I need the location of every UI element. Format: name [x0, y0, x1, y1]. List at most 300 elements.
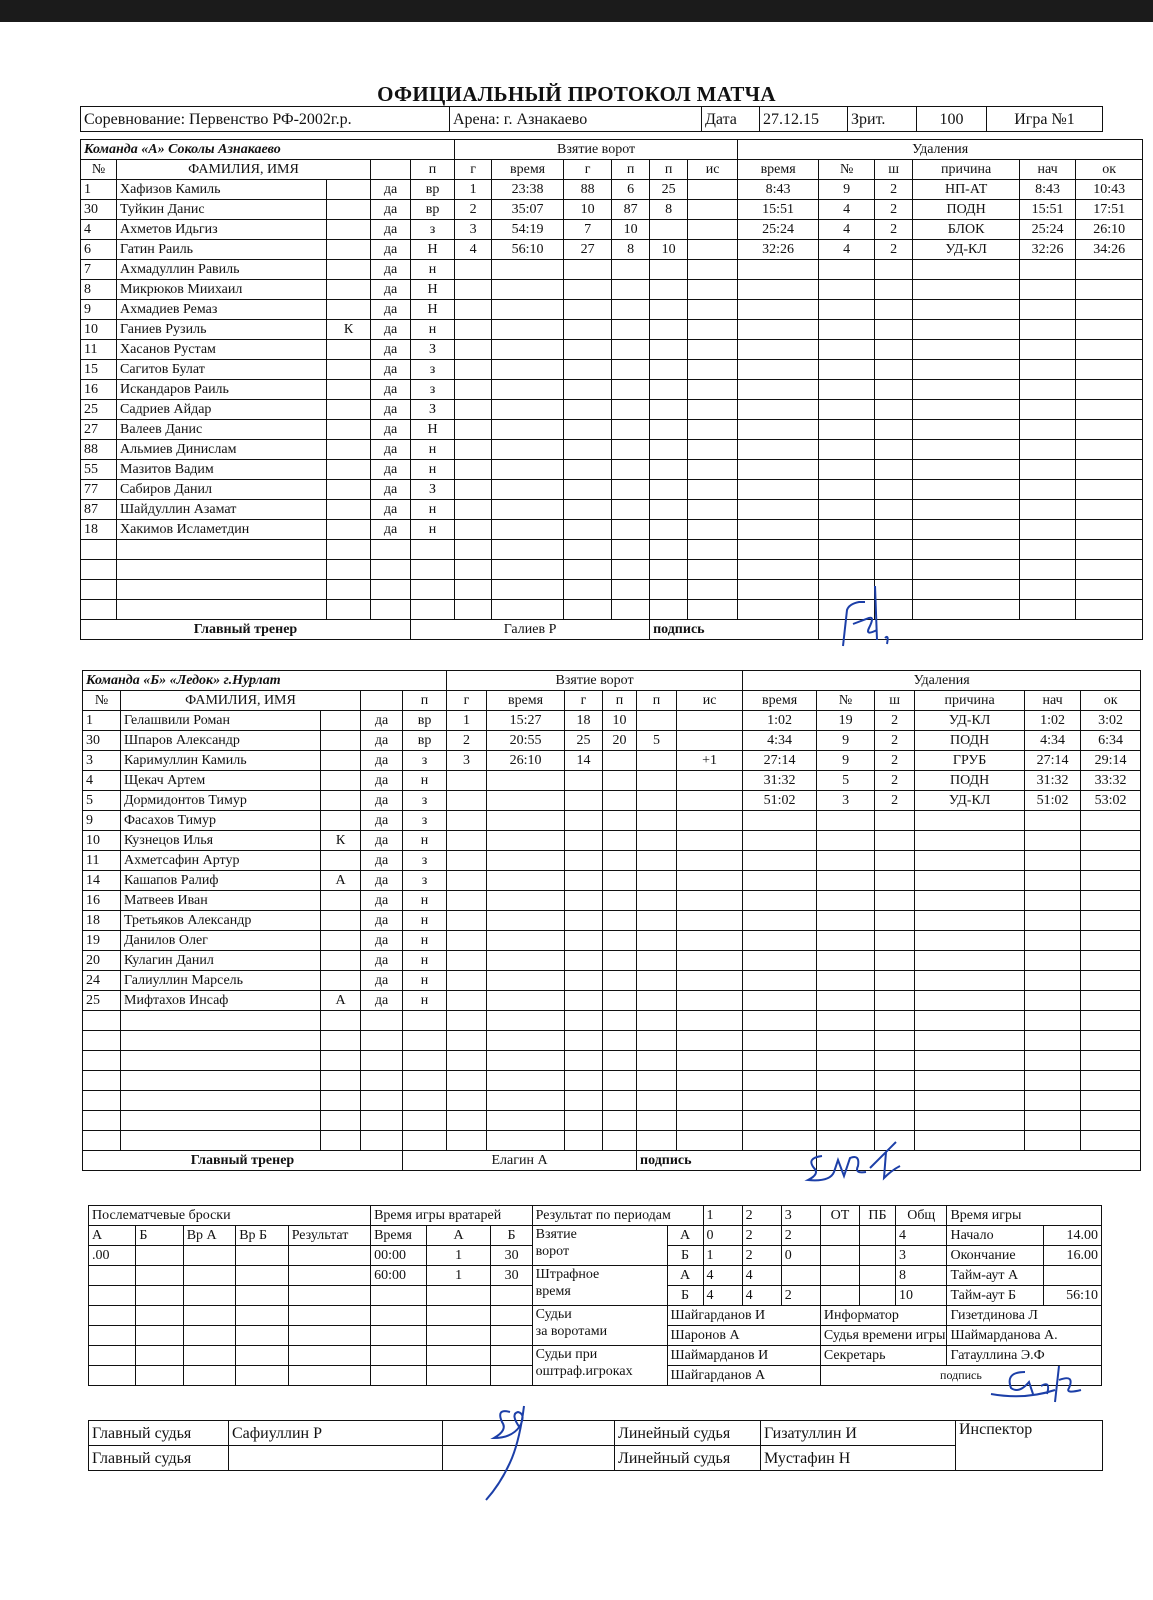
empty-cell	[650, 460, 688, 480]
penalty-judges-label-1: Судьи при	[535, 1347, 598, 1362]
goals-title: Взятие ворот	[447, 671, 743, 691]
penalty-start: 32:26	[1020, 240, 1076, 260]
empty-cell	[738, 500, 819, 520]
empty-cell	[564, 460, 612, 480]
player-role	[327, 380, 371, 400]
empty-cell	[447, 791, 487, 811]
player-name: Кулагин Данил	[121, 951, 321, 971]
penalty-sh: 2	[875, 200, 913, 220]
empty-cell	[688, 520, 738, 540]
empty-cell	[487, 971, 565, 991]
empty-cell	[817, 1071, 875, 1091]
empty-cell	[1025, 851, 1081, 871]
goals-label-1: Взятие	[535, 1227, 577, 1242]
penalty-start: 27:14	[1025, 751, 1081, 771]
empty-cell	[819, 380, 875, 400]
player-role	[327, 500, 371, 520]
empty-cell	[487, 1071, 565, 1091]
empty-cell	[487, 1011, 565, 1031]
player-role	[327, 220, 371, 240]
player-role	[321, 931, 361, 951]
empty-cell	[492, 500, 564, 520]
col-penalty-pt_time: время	[738, 160, 819, 180]
pim-b: 10	[895, 1286, 946, 1306]
empty-cell	[492, 260, 564, 280]
line-referee: Гизатуллин И	[761, 1421, 956, 1446]
empty-cell	[361, 1031, 403, 1051]
empty-cell	[564, 280, 612, 300]
line-referee-label: Линейный судья	[615, 1421, 761, 1446]
goal-g: 4	[455, 240, 492, 260]
player-role	[327, 180, 371, 200]
player-da: да	[361, 731, 403, 751]
empty-cell	[650, 420, 688, 440]
empty-cell	[612, 280, 650, 300]
empty-cell	[738, 360, 819, 380]
coach-name: Елагин А	[403, 1151, 637, 1171]
empty-cell	[1076, 580, 1143, 600]
penalty-sh: 2	[875, 751, 915, 771]
empty-cell	[738, 440, 819, 460]
timekeeper: Шаймарданова А.	[947, 1326, 1102, 1346]
empty-cell	[819, 260, 875, 280]
empty-cell	[650, 600, 688, 620]
empty-cell	[447, 851, 487, 871]
player-da: да	[371, 240, 411, 260]
player-number: 77	[81, 480, 117, 500]
period-col: ПБ	[859, 1206, 895, 1226]
empty-cell	[1076, 320, 1143, 340]
empty-cell	[743, 911, 817, 931]
empty-cell	[677, 951, 743, 971]
empty-cell	[564, 300, 612, 320]
empty-cell	[677, 791, 743, 811]
empty-cell	[1076, 520, 1143, 540]
penalty-num: 9	[819, 180, 875, 200]
empty-cell	[492, 300, 564, 320]
player-number: 9	[81, 300, 117, 320]
player-role	[327, 400, 371, 420]
shootout-col: Вр Б	[236, 1226, 289, 1246]
goal-a1	[603, 751, 637, 771]
empty-cell	[612, 520, 650, 540]
empty-cell	[492, 360, 564, 380]
player-name: Матвеев Иван	[121, 891, 321, 911]
empty-cell	[564, 400, 612, 420]
shootout-col: Б	[136, 1226, 183, 1246]
coach-name: Галиев Р	[411, 620, 650, 640]
empty-cell	[1020, 340, 1076, 360]
pim-label	[532, 1266, 667, 1306]
empty-cell	[564, 500, 612, 520]
empty-cell	[913, 520, 1020, 540]
empty-cell	[875, 260, 913, 280]
penalty-num: 3	[817, 791, 875, 811]
player-name: Хакимов Исламетдин	[117, 520, 327, 540]
player-position: н	[411, 460, 455, 480]
col-position: п	[403, 691, 447, 711]
goal-a1: 20	[603, 731, 637, 751]
gk-col: Б	[491, 1226, 532, 1246]
empty-cell	[1081, 851, 1141, 871]
player-role	[327, 300, 371, 320]
goal-g: 3	[447, 751, 487, 771]
player-name: Мифтахов Инсаф	[121, 991, 321, 1011]
player-name: Ахметов Идьгиз	[117, 220, 327, 240]
empty-cell	[1076, 500, 1143, 520]
empty-cell	[487, 891, 565, 911]
player-name: Туйкин Данис	[117, 200, 327, 220]
goal-s: 14	[565, 751, 603, 771]
empty-cell	[637, 951, 677, 971]
empty-cell	[564, 580, 612, 600]
empty-cell	[738, 280, 819, 300]
empty-cell	[492, 540, 564, 560]
player-number: 8	[81, 280, 117, 300]
goal-a2: 8	[650, 200, 688, 220]
empty-cell	[819, 360, 875, 380]
player-da: да	[371, 280, 411, 300]
empty-cell	[1081, 871, 1141, 891]
penalty-reason: ПОДН	[915, 771, 1025, 791]
empty-cell	[1076, 360, 1143, 380]
col-penalty-pt_num: №	[817, 691, 875, 711]
empty-cell	[1076, 340, 1143, 360]
empty-cell	[738, 300, 819, 320]
empty-cell	[455, 560, 492, 580]
player-name: Гелашвили Роман	[121, 711, 321, 731]
empty-cell	[564, 600, 612, 620]
player-number: 5	[83, 791, 121, 811]
gk-time-title: Время игры вратарей	[371, 1206, 533, 1226]
empty-cell	[743, 951, 817, 971]
penalty-end: 53:02	[1081, 791, 1141, 811]
empty-cell	[1020, 600, 1076, 620]
empty-cell	[819, 420, 875, 440]
empty-cell	[411, 560, 455, 580]
player-number: 25	[81, 400, 117, 420]
player-name: Ахмадуллин Равиль	[117, 260, 327, 280]
empty-cell	[455, 340, 492, 360]
empty-cell	[603, 851, 637, 871]
empty-cell	[915, 831, 1025, 851]
empty-cell	[913, 420, 1020, 440]
penalty-reason: УД-КЛ	[915, 791, 1025, 811]
period-col: 1	[703, 1206, 742, 1226]
empty-cell	[564, 560, 612, 580]
empty-cell	[650, 260, 688, 280]
empty-cell	[455, 300, 492, 320]
player-da: да	[361, 751, 403, 771]
empty-cell	[1076, 440, 1143, 460]
empty-cell	[1025, 811, 1081, 831]
empty-cell	[1076, 540, 1143, 560]
empty-cell	[447, 871, 487, 891]
empty-cell	[743, 1091, 817, 1111]
empty-cell	[487, 911, 565, 931]
empty-cell	[492, 600, 564, 620]
player-position: Н	[411, 300, 455, 320]
empty-cell	[817, 1011, 875, 1031]
col-goal-is: ис	[688, 160, 738, 180]
empty-cell	[913, 260, 1020, 280]
empty-cell	[637, 991, 677, 1011]
empty-cell	[915, 951, 1025, 971]
col-penalty-pt_start: нач	[1025, 691, 1081, 711]
empty-cell	[1081, 951, 1141, 971]
empty-cell	[913, 380, 1020, 400]
main-referee-label: Главный судья	[89, 1421, 229, 1446]
empty-cell	[361, 1131, 403, 1151]
empty-cell	[447, 771, 487, 791]
empty-cell	[492, 580, 564, 600]
penalty-sh: 2	[875, 180, 913, 200]
player-role	[327, 420, 371, 440]
empty-cell	[650, 400, 688, 420]
empty-cell	[612, 260, 650, 280]
empty-cell	[677, 991, 743, 1011]
informer-label: Информатор	[820, 1306, 947, 1326]
player-number: 88	[81, 440, 117, 460]
empty-cell	[1020, 380, 1076, 400]
empty-cell	[603, 771, 637, 791]
empty-cell	[321, 1011, 361, 1031]
player-da: да	[371, 300, 411, 320]
penalty-start: 51:02	[1025, 791, 1081, 811]
empty-cell	[738, 260, 819, 280]
empty-cell	[1081, 891, 1141, 911]
empty-cell	[492, 460, 564, 480]
empty-cell	[1025, 831, 1081, 851]
timekeeper-label: Судья времени игры	[820, 1326, 947, 1346]
penalty-start: 4:34	[1025, 731, 1081, 751]
empty-cell	[487, 811, 565, 831]
empty-cell	[913, 360, 1020, 380]
empty-cell	[875, 931, 915, 951]
goals-a: 2	[781, 1226, 820, 1246]
empty-cell	[1081, 831, 1141, 851]
player-position: н	[403, 891, 447, 911]
empty-cell	[875, 1111, 915, 1131]
col-goal-gp2: п	[650, 160, 688, 180]
empty-cell	[915, 1091, 1025, 1111]
empty-cell	[565, 811, 603, 831]
empty-cell	[1081, 811, 1141, 831]
empty-cell	[83, 1011, 121, 1031]
empty-cell	[819, 300, 875, 320]
empty-cell	[915, 1131, 1025, 1151]
empty-cell	[915, 971, 1025, 991]
empty-cell	[361, 1051, 403, 1071]
player-name: Каримуллин Камиль	[121, 751, 321, 771]
empty-cell	[565, 951, 603, 971]
empty-cell	[819, 320, 875, 340]
empty-cell	[1020, 540, 1076, 560]
empty-cell	[1076, 280, 1143, 300]
player-position: Н	[411, 280, 455, 300]
empty-cell	[455, 380, 492, 400]
empty-cell	[1076, 380, 1143, 400]
penalty-judges-label	[532, 1346, 667, 1386]
gk-col: А	[426, 1226, 491, 1246]
player-da: да	[361, 811, 403, 831]
empty-cell	[321, 1031, 361, 1051]
penalty-time: 31:32	[743, 771, 817, 791]
empty-cell	[817, 911, 875, 931]
goal-judge: Шайгарданов И	[667, 1306, 820, 1326]
pim-b: 4	[742, 1286, 781, 1306]
player-name: Сагитов Булат	[117, 360, 327, 380]
empty-cell	[81, 560, 117, 580]
empty-cell	[403, 1111, 447, 1131]
col-penalty-pt_reason: причина	[915, 691, 1025, 711]
penalty-num: 4	[819, 200, 875, 220]
empty-cell	[875, 540, 913, 560]
empty-cell	[455, 600, 492, 620]
goal-is	[688, 240, 738, 260]
penalty-num: 9	[817, 731, 875, 751]
player-name: Шпаров Александр	[121, 731, 321, 751]
player-name: Искандаров Раиль	[117, 380, 327, 400]
player-position: н	[411, 500, 455, 520]
empty-cell	[915, 1071, 1025, 1091]
penalty-end: 29:14	[1081, 751, 1141, 771]
col-goal-time: время	[492, 160, 564, 180]
empty-cell	[361, 1071, 403, 1091]
col-position: п	[411, 160, 455, 180]
empty-cell	[81, 600, 117, 620]
player-role	[327, 280, 371, 300]
penalty-end: 10:43	[1076, 180, 1143, 200]
player-name: Данилов Олег	[121, 931, 321, 951]
player-number: 30	[81, 200, 117, 220]
team-a-protocol	[80, 139, 1143, 640]
empty-cell	[819, 340, 875, 360]
player-da: да	[361, 871, 403, 891]
shootout-title: Послематчевые броски	[89, 1206, 371, 1226]
empty-cell	[447, 1051, 487, 1071]
end-label: Окончание	[947, 1246, 1044, 1266]
empty-cell	[455, 420, 492, 440]
penalty-end: 34:26	[1076, 240, 1143, 260]
penalty-reason: ГРУБ	[915, 751, 1025, 771]
gk-time: 60:00	[371, 1266, 427, 1286]
empty-cell	[1076, 400, 1143, 420]
player-number: 87	[81, 500, 117, 520]
player-position: н	[403, 771, 447, 791]
player-role	[321, 891, 361, 911]
empty-cell	[915, 1031, 1025, 1051]
empty-cell	[1076, 460, 1143, 480]
player-da: да	[371, 520, 411, 540]
empty-cell	[1020, 460, 1076, 480]
empty-cell	[688, 460, 738, 480]
goal-time: 15:27	[487, 711, 565, 731]
empty-cell	[817, 871, 875, 891]
empty-cell	[565, 991, 603, 1011]
player-role	[327, 240, 371, 260]
date-label: Дата	[702, 107, 760, 132]
empty-cell	[738, 400, 819, 420]
empty-cell	[492, 440, 564, 460]
empty-cell	[743, 1011, 817, 1031]
empty-cell	[688, 280, 738, 300]
empty-cell	[455, 500, 492, 520]
player-number: 55	[81, 460, 117, 480]
empty-cell	[487, 1031, 565, 1051]
empty-cell	[321, 1111, 361, 1131]
player-name: Щекач Артем	[121, 771, 321, 791]
gk-a: 1	[426, 1246, 491, 1266]
empty-cell	[565, 871, 603, 891]
player-da: да	[361, 951, 403, 971]
col-name: ФАМИЛИЯ, ИМЯ	[117, 160, 371, 180]
empty-cell	[564, 440, 612, 460]
player-number: 30	[83, 731, 121, 751]
player-position: н	[403, 971, 447, 991]
empty-cell	[1025, 931, 1081, 951]
empty-cell	[121, 1111, 321, 1131]
pim-b: 2	[781, 1286, 820, 1306]
empty-cell	[875, 320, 913, 340]
col-penalty-pt_time: время	[743, 691, 817, 711]
empty-cell	[117, 600, 327, 620]
penalty-start: 15:51	[1020, 200, 1076, 220]
empty-cell	[612, 480, 650, 500]
player-position: з	[411, 380, 455, 400]
player-position: з	[403, 791, 447, 811]
penalty-num: 4	[819, 240, 875, 260]
empty-cell	[875, 460, 913, 480]
main-referee-label: Главный судья	[89, 1446, 229, 1471]
empty-cell	[650, 560, 688, 580]
empty-cell	[565, 891, 603, 911]
main-referee-2	[229, 1446, 443, 1471]
penalty-time: 15:51	[738, 200, 819, 220]
penalty-judges-label-2: оштраф.игроках	[535, 1364, 633, 1379]
goal-g: 2	[447, 731, 487, 751]
player-name: Гатин Раиль	[117, 240, 327, 260]
penalty-reason: УД-КЛ	[915, 711, 1025, 731]
empty-cell	[603, 1011, 637, 1031]
empty-cell	[875, 991, 915, 1011]
row-b: Б	[667, 1286, 703, 1306]
empty-cell	[677, 771, 743, 791]
empty-cell	[371, 600, 411, 620]
player-role	[321, 971, 361, 991]
col-goal-g: г	[455, 160, 492, 180]
goal-judges-label-2: за воротами	[535, 1324, 608, 1339]
penalty-sh: 2	[875, 791, 915, 811]
player-number: 25	[83, 991, 121, 1011]
empty-cell	[487, 871, 565, 891]
period-col: ОТ	[820, 1206, 859, 1226]
empty-cell	[819, 560, 875, 580]
empty-cell	[743, 971, 817, 991]
player-da: да	[371, 180, 411, 200]
empty-cell	[875, 1031, 915, 1051]
col-goal-is: ис	[677, 691, 743, 711]
shootout-col: Вр А	[183, 1226, 236, 1246]
empty-cell	[875, 851, 915, 871]
goal-a1: 8	[612, 240, 650, 260]
goal-is	[688, 180, 738, 200]
shootout-col: Результат	[288, 1226, 370, 1246]
goal-a1: 87	[612, 200, 650, 220]
empty-cell	[875, 420, 913, 440]
col-da	[361, 691, 403, 711]
informer: Гизетдинова Л	[947, 1306, 1102, 1326]
